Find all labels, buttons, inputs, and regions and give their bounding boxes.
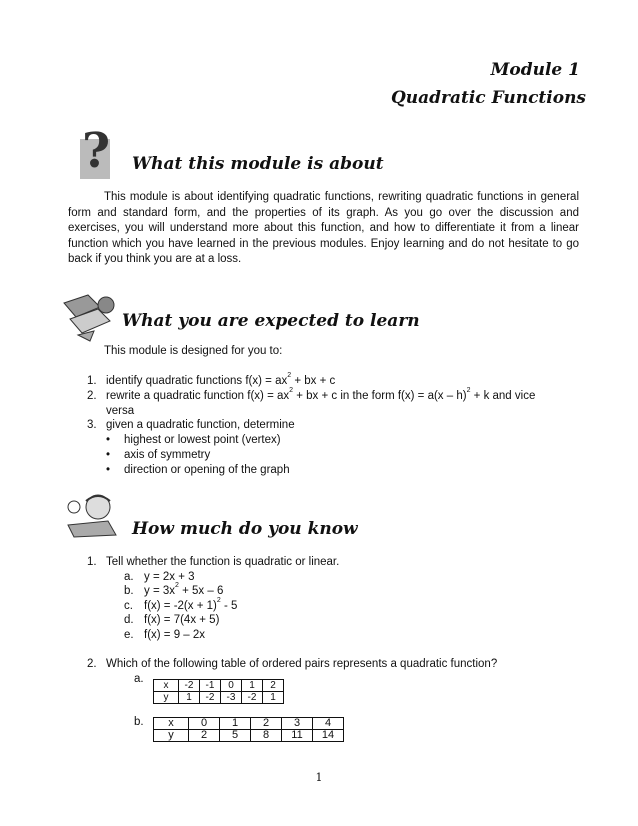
table-cell: -1 <box>200 680 221 692</box>
thinking-student-icon <box>64 491 122 541</box>
question-mark-icon <box>78 123 126 181</box>
table-cell: 1 <box>220 718 251 730</box>
module-number: Module 1 <box>490 60 580 80</box>
section-heading-know: How much do you know <box>132 519 358 539</box>
option-item: c. $f(x) = -2(x + 1)^2 - 5$ <box>124 597 238 612</box>
table-cell: 2 <box>263 680 284 692</box>
table-row <box>154 692 284 704</box>
expected-intro: This module is designed for you to: <box>104 345 283 357</box>
table-cell: 0 <box>221 680 242 692</box>
table-cell: 8 <box>251 730 282 742</box>
ordered-pairs-table-a <box>153 679 284 704</box>
option-item: b. $y = 3x^2 + 5x - 6$ <box>124 582 224 597</box>
about-paragraph: This module is about identifying quadratic functions, rewriting quadratic functions in general form and standard form, and the properties of its graph. As you go over the discussion and exercises, you will understand more about this function, and how to differentiate it from a linear function which you have learned in the previous modules. Enjoy learning and do not hesitate to go back if you think you are at a loss. <box>68 191 579 266</box>
list-item: 3. given a quadratic function, determine <box>87 419 295 431</box>
table-cell: 3 <box>282 718 313 730</box>
module-title: Quadratic Functions <box>390 88 586 108</box>
table-cell: 4 <box>313 718 344 730</box>
table-row <box>154 680 284 692</box>
table-cell: -2 <box>242 692 263 704</box>
table-cell: 1 <box>179 692 200 704</box>
option-item: e. f(x) = 9 – 2x <box>124 629 206 641</box>
table-cell: 14 <box>313 730 344 742</box>
table-cell: -3 <box>221 692 242 704</box>
list-item: 2. rewrite a quadratic function $f(x) = ax^2$ + bx + c in the form f(x) = a(x – h)$^2$ + k and vice <box>87 387 536 402</box>
bullet-item: • highest or lowest point (vertex) <box>106 434 281 446</box>
section-heading-about: What this module is about <box>132 154 384 174</box>
table-cell: 2 <box>251 718 282 730</box>
option-item: d. f(x) = 7(4x + 5) <box>124 614 220 626</box>
section-heading-expected: What you are expected to learn <box>122 311 420 331</box>
svg-text:?: ? <box>82 123 111 179</box>
bullet-item: • axis of symmetry <box>106 449 211 461</box>
table-cell: 0 <box>189 718 220 730</box>
table-cell: x <box>154 718 189 730</box>
list-item: 1. identify quadratic functions $f(x) = ax^2$ + bx + c <box>87 372 336 387</box>
ordered-pairs-table-b <box>153 717 344 742</box>
table-cell: 5 <box>220 730 251 742</box>
desk-books-icon <box>60 291 122 343</box>
table-cell: 1 <box>263 692 284 704</box>
table-cell: y <box>154 692 179 704</box>
table-cell: -2 <box>200 692 221 704</box>
bullet-item: • direction or opening of the graph <box>106 464 290 476</box>
table-cell: 11 <box>282 730 313 742</box>
list-item-continuation: versa <box>106 405 135 417</box>
question: 2. Which of the following table of ordered pairs represents a quadratic function? <box>87 658 498 670</box>
table-cell: 1 <box>242 680 263 692</box>
table-cell: -2 <box>179 680 200 692</box>
question: 1. Tell whether the function is quadratic or linear. <box>87 556 340 568</box>
table-label: a. <box>134 673 144 685</box>
table-cell: y <box>154 730 189 742</box>
table-cell: x <box>154 680 179 692</box>
option-item: a. y = 2x + 3 <box>124 571 195 583</box>
table-row <box>154 730 344 742</box>
table-cell: 2 <box>189 730 220 742</box>
table-row <box>154 718 344 730</box>
page-number: 1 <box>315 771 323 784</box>
table-label: b. <box>134 716 144 728</box>
